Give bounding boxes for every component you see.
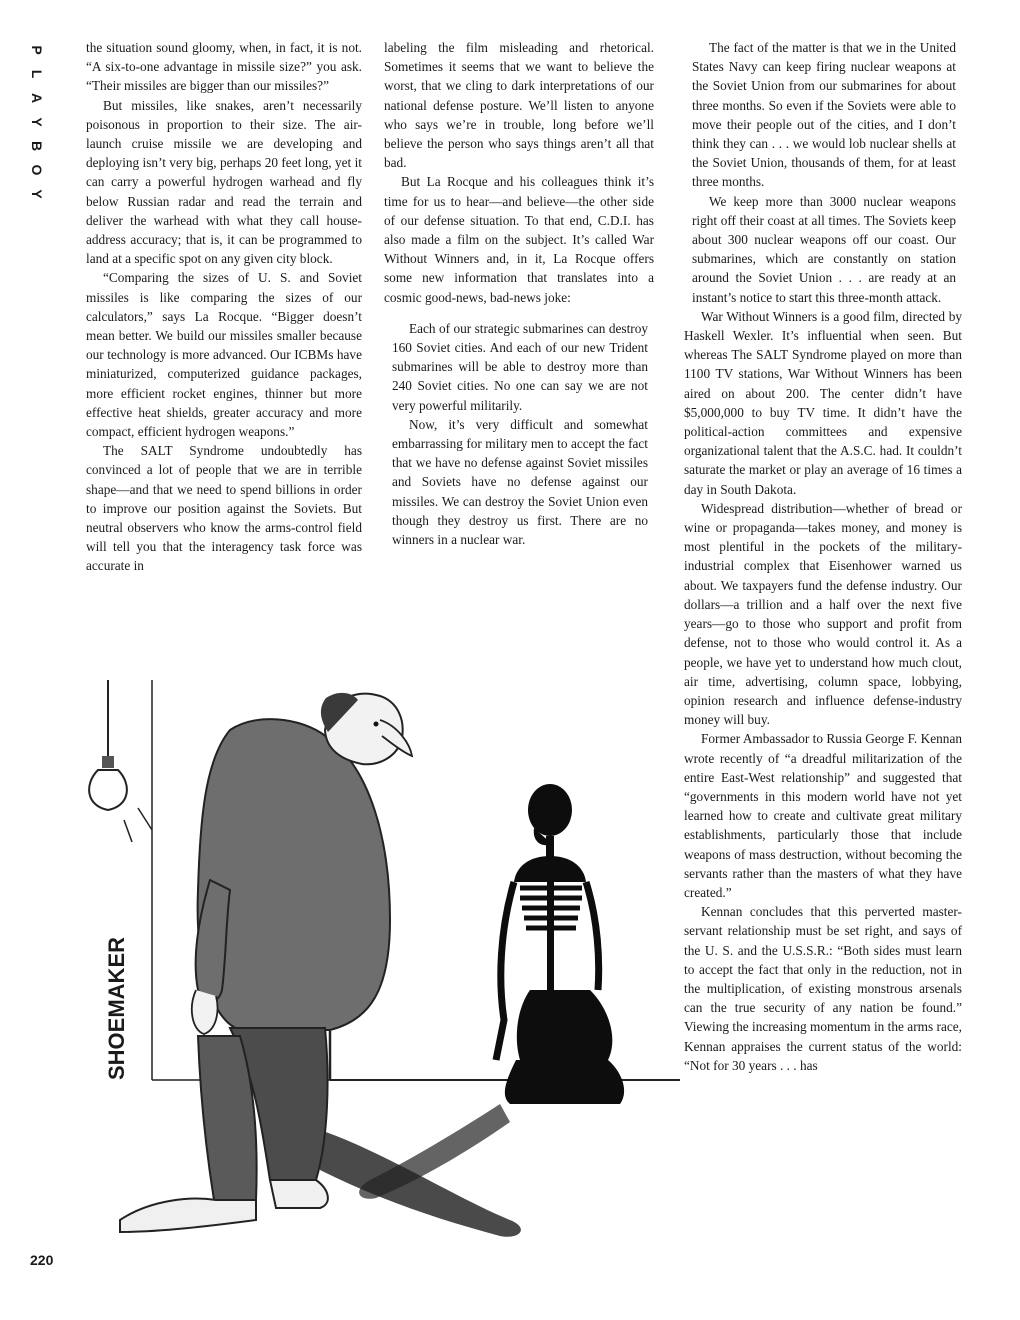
cartoon-illustration (80, 660, 680, 1300)
paragraph: But missiles, like snakes, aren’t necessarily poisonous in proportion to their size. The air-launch cruise missile we are developing and deploying isn’t very big, perhaps 20 feet long, yet it can carry a powerful hydrogen warhead and fly below Russian radar and read the terrain and deliver the warhead with what they call house-address accuracy; that is, it can be programmed to land at a specific spot on any given city block. (86, 97, 362, 267)
block-quote-paragraph: Each of our strategic submarines can destroy 160 Soviet cities. And each of our new Trident submarines will be able to destroy more than 240 Soviet cities. No one can say we are not very powerful militarily. (392, 320, 648, 413)
magazine-letter: Y (29, 189, 45, 199)
paragraph: the situation sound gloomy, when, in fact, it is not. “A six-to-one advantage in missile size?” you ask. “Their missiles are bigger than our missiles?” (86, 40, 362, 94)
article-column-2 (384, 38, 654, 549)
magazine-letter: B (29, 140, 45, 152)
cartoonist-signature: SHOEMAKER (104, 936, 129, 1080)
page-number: 220 (30, 1252, 54, 1268)
block-quote-paragraph: We keep more than 3000 nuclear weapons right off their coast at all times. The Soviets keep about 300 nuclear weapons off our coast. Our submarines, which are constantly on station around the Soviet Union . . . are ready at an instant’s notice to start this three-month attack. (692, 193, 956, 305)
magazine-letter: A (29, 92, 45, 104)
skeleton-figure (496, 784, 624, 1104)
article-column-3 (684, 38, 962, 1075)
magazine-letter: Y (29, 117, 45, 127)
paragraph: The SALT Syndrome undoubtedly has convinced a lot of people that we are in terrible shape—and that we need to spend billions in order to improve our position against the Soviets. But neutral observers who know the arms-control field will tell you that the interagency task force was accurate in (86, 443, 362, 574)
article-column-1 (86, 38, 362, 576)
paragraph: “Comparing the sizes of U. S. and Soviet missiles is like comparing the sizes of our calculators,” says La Rocque. “Bigger doesn’t mean better. We build our missiles smaller because our technology is more advanced. Our ICBMs have miniaturized, computerized guidance packages, more efficient rocket engines, thinner but more effective heat shields, greater accuracy and more compact, efficient hydrogen weapons.” (86, 270, 362, 440)
magazine-letter: L (29, 69, 45, 79)
paragraph: labeling the film misleading and rhetorical. Sometimes it seems that we want to believe the worst, that we cling to dark interpretations of our national defense posture. We’ll listen to anyone who says we’re in trouble, long before we’ll believe the person who says things aren’t all that bad. (384, 40, 654, 171)
paragraph: Kennan concludes that this perverted master-servant relationship must be set right, and says of the U. S. and the U.S.S.R.: “Both sides must learn to accept the fact that only in the reduction, not in the multiplication, of existing monstrous arsenals can the true security of any nation be found.” Viewing the increasing momentum in the arms race, Kennan appraises the current status of the world: “Not for 30 years . . . has (684, 904, 962, 1073)
block-quote-paragraph: Now, it’s very difficult and somewhat embarrassing for military men to accept the fact that we have no defense against Soviet missiles and Soviets have no defense against our missiles. We can destroy the Soviet Union even though they destroy us first. There are no winners in a nuclear war. (392, 416, 648, 548)
paragraph: War Without Winners is a good film, directed by Haskell Wexler. It’s influential when seen. But whereas The SALT Syndrome played on more than 1100 TV stations, War Without Winners has been aired on about 200. The center didn’t have $5,000,000 to buy TV time. It didn’t have the political-action committees and expensive organizational talent that the A.S.C. had. It couldn’t saturate the market or play an average of 16 times a day in South Dakota. (684, 308, 962, 497)
magazine-letter: O (29, 164, 45, 176)
paragraph: But La Rocque and his colleagues think it’s time for us to hear—and believe—the other side of our defense situation. To that end, C.D.I. has also made a film on the subject. It’s called War Without Winners and, in it, La Rocque offers some new information that translates into a cosmic good-news, bad-news joke: (384, 174, 654, 305)
cartoon-drawing (80, 660, 680, 1300)
magazine-running-head (26, 40, 48, 200)
magazine-letter: P (29, 45, 45, 55)
paragraph: Widespread distribution—whether of bread or wine or propaganda—takes money, and money is most plentiful in the pockets of the military-industrial complex that Eisenhower warned us about. We taxpayers fund the defense industry. Our dollars—a trillion and a half over the next five years—go to those who support and profit from defense, not to those who would control it. As a people, we have yet to understand how much clout, air time, advertising, column space, lobbying, opinion research and influence defense-industry money will buy. (684, 500, 962, 728)
paragraph: Former Ambassador to Russia George F. Kennan wrote recently of “a dreadful militarization of the entire East-West relationship” and suggested that “governments in this modern world have not yet learned how to create and cultivate great military establishments, particularly those that include weapons of mass destruction, without becoming the servants rather than the masters of what they have created.” (684, 731, 962, 900)
block-quote-paragraph: The fact of the matter is that we in the United States Navy can keep firing nuclear weapons at the Soviet Union from our submarines for about three months. So even if the Soviets were able to move their people out of the cities, and I don’t think they can . . . we would lob nuclear shells at the Soviet Union, thousands of them, for at least three months. (692, 40, 956, 190)
